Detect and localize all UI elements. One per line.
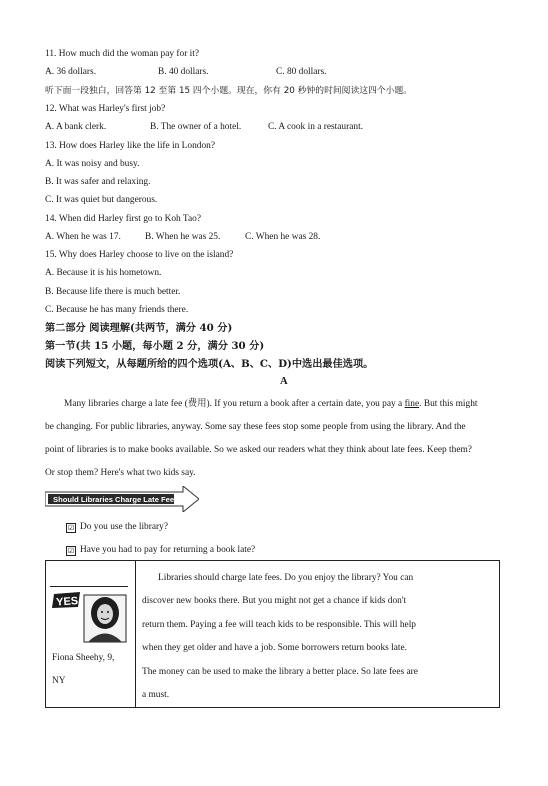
checklist-item-1 [66,521,168,533]
question-13: 13. How does Harley like the life in London? [45,141,216,151]
reading-instruction: 阅读下列短文，从每题所给的四个选项(A、B、C、D)中选出最佳选项。 [45,358,374,370]
listening-instruction: 听下面一段独白，回答第 12 至第 15 四个小题。现在，你有 20 秒钟的时间阅读这四个小题。 [45,86,413,96]
opinion-line-6: a must. [142,690,170,701]
student-name-line-1: Fiona Sheehy, 9, [52,653,115,663]
paragraph-line-4: Or stop them? Here's what two kids say. [45,468,196,478]
check-icon: ☑ [67,524,75,532]
q11-option-c: C. 80 dollars. [276,67,327,77]
q13-option-a: A. It was noisy and busy. [45,159,140,169]
q12-option-a: A. A bank clerk. [45,122,107,132]
paragraph-line-1-tail: . But this might [419,399,478,409]
opinion-line-1: Libraries should charge late fees. Do you enjoy the library? You can [158,573,414,583]
q11-option-b: B. 40 dollars. [158,67,209,77]
check-icon: ☑ [67,547,75,555]
opinion-line-3: return them. Paying a fee will teach kids to be responsible. This will help [142,619,416,630]
q12-option-b: B. The owner of a hotel. [150,122,242,132]
question-14: 14. When did Harley first go to Koh Tao? [45,214,201,224]
paragraph-line-1-text: Many libraries charge a late fee (费用). If you return a book after a certain date, you pay a [64,399,405,409]
student-name-line-2: NY [52,676,66,686]
passage-letter: A [280,376,288,387]
part-title: 第二部分 阅读理解(共两节，满分 40 分) [45,322,233,334]
q11-option-a: A. 36 dollars. [45,67,97,77]
question-12: 12. What was Harley's first job? [45,104,166,114]
yes-badge: YES [55,595,79,609]
underlined-word: fine [404,399,420,409]
paragraph-line-2: be changing. For public libraries, anyway. Some say these fees stop some people from using the library. And the [45,422,466,432]
student-name [52,647,114,693]
section-title: 第一节(共 15 小题，每小题 2 分，满分 30 分) [45,340,265,352]
opinion-cell [136,561,500,708]
question-15: 15. Why does Harley choose to live on the island? [45,250,234,260]
opinion-line-4: when they get older and have a job. Some borrowers return books late. [142,643,408,654]
q13-option-c: C. It was quiet but dangerous. [45,195,158,205]
q14-option-b: B. When he was 25. [145,232,221,242]
checklist-item-1-text: Do you use the library? [80,522,168,532]
banner-text: Should Libraries Charge Late Fees? [53,495,183,504]
opinion-table [45,560,500,708]
q12-option-c: C. A cook in a restaurant. [268,122,364,132]
paragraph-line-1 [64,398,542,410]
q15-option-a: A. Because it is his hometown. [45,268,162,278]
q15-option-c: C. Because he has many friends there. [45,305,189,315]
profile-cell [46,561,136,708]
opinion-line-5: The money can be used to make the library a better place. So late fees are [142,666,418,677]
question-11: 11. How much did the woman pay for it? [45,49,200,59]
paragraph-line-3: point of libraries is to make books available. So we asked our readers what they think about late fees. Keep them? [45,445,472,455]
checklist-item-2-text: Have you had to pay for returning a book late? [80,545,256,555]
checklist-item-2 [66,544,255,556]
q13-option-b: B. It was safer and relaxing. [45,177,151,187]
opinion-line-2: discover new books there. But you might not get a chance if kids don't [142,596,407,607]
q15-option-b: B. Because life there is much better. [45,287,181,297]
q14-option-a: A. When he was 17. [45,232,121,242]
avatar [52,591,130,644]
banner-arrow [45,486,199,512]
q14-option-c: C. When he was 28. [245,232,321,242]
